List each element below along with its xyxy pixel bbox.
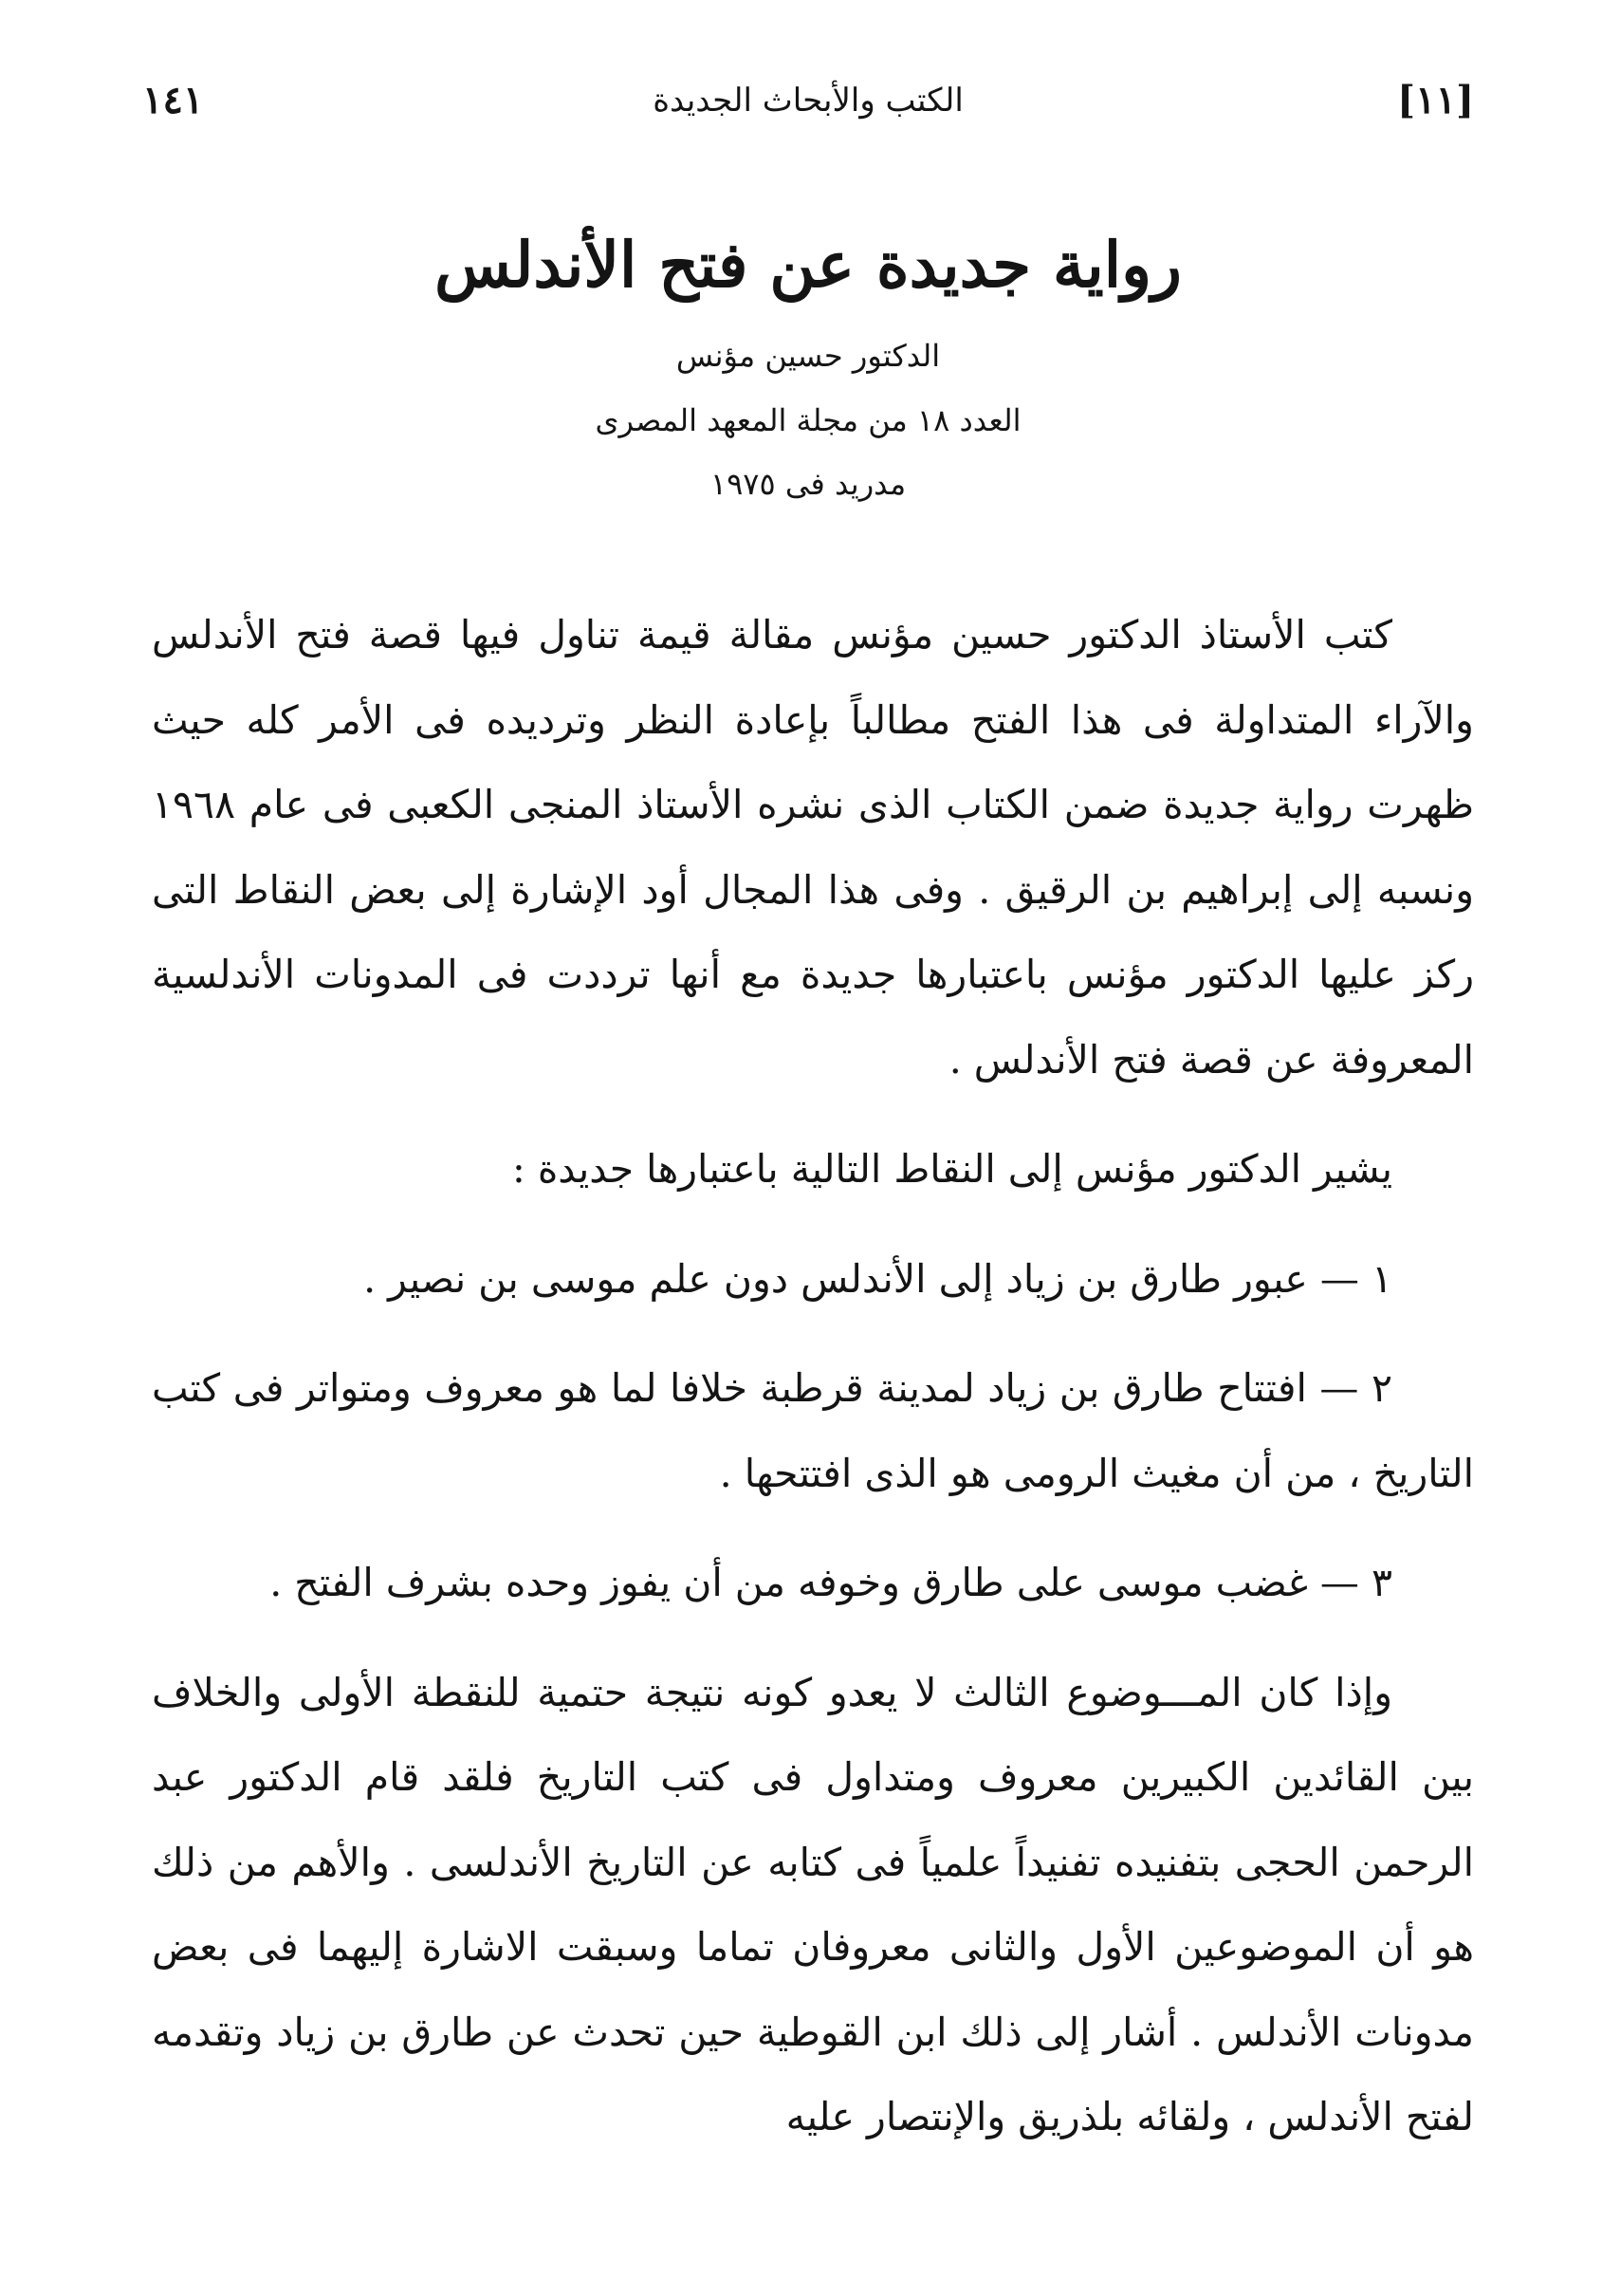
paragraph-points-intro: يشير الدكتور مؤنس إلى النقاط التالية باعتبارها جديدة : bbox=[511, 1146, 1392, 1192]
running-title: الكتب والأبحاث الجديدة bbox=[653, 82, 964, 120]
article-title: رواية جديدة عن فتح الأندلس bbox=[434, 228, 1182, 302]
article-author: الدكتور حسين مؤنس bbox=[675, 338, 941, 375]
section-marker: [١١] bbox=[1397, 78, 1474, 122]
paragraph-discussion: وإذا كان المـــوضوع الثالث لا يعدو كونه نتيجة حتمية للنقطة الأولى والخلاف بين القائدين الكبيرين معروف ومتداول فى كتب التاريخ فلقد قام الدكتور عبد الرحمن الحجى بتفنيده تفنيداً علمياً فى كتابه عن التاريخ الأندلسى . والأهم من ذلك هو أن الموضوعين الأول والثانى معروفان تماما وسبقت الاشارة إليهما فى بعض مدونات الأندلس . أشار إلى ذلك ابن القوطية حين تحدث عن طارق بن زياد وتقدمه لفتح الأندلس ، ولقائه بلذريق والإنتصار عليه bbox=[152, 1669, 1474, 2139]
article-source: العدد ١٨ من مجلة المعهد المصرى bbox=[595, 401, 1022, 438]
list-item-1: ١ — عبور طارق بن زياد إلى الأندلس دون علم موسى بن نصير . bbox=[363, 1255, 1392, 1302]
article-body bbox=[152, 593, 1474, 2160]
page-number: ١٤١ bbox=[142, 78, 204, 122]
list-item-2: ٢ — افتتاح طارق بن زياد لمدينة قرطبة خلافا لما هو معروف ومتواتر فى كتب التاريخ ، من أن مغيث الرومى هو الذى افتتحها . bbox=[152, 1365, 1474, 1496]
running-header bbox=[142, 78, 1474, 144]
article-place-year: مدريد فى ١٩٧٥ bbox=[709, 466, 907, 503]
list-item-3: ٣ — غضب موسى على طارق وخوفه من أن يفوز وحده بشرف الفتح . bbox=[269, 1560, 1392, 1605]
article-heading bbox=[142, 228, 1474, 529]
paragraph-intro: كتب الأستاذ الدكتور حسين مؤنس مقالة قيمة تناول فيها قصة فتح الأندلس والآراء المتداولة فى هذا الفتح مطالباً بإعادة النظر وترديده فى الأمر كله حيث ظهرت رواية جديدة ضمن الكتاب الذى نشره الأستاذ المنجى الكعبى فى عام ١٩٦٨ ونسبه إلى إبراهيم بن الرقيق . وفى هذا المجال أود الإشارة إلى بعض النقاط التى ركز عليها الدكتور مؤنس باعتبارها جديدة مع أنها ترددت فى المدونات الأندلسية المعروفة عن قصة فتح الأندلس . bbox=[152, 612, 1474, 1083]
